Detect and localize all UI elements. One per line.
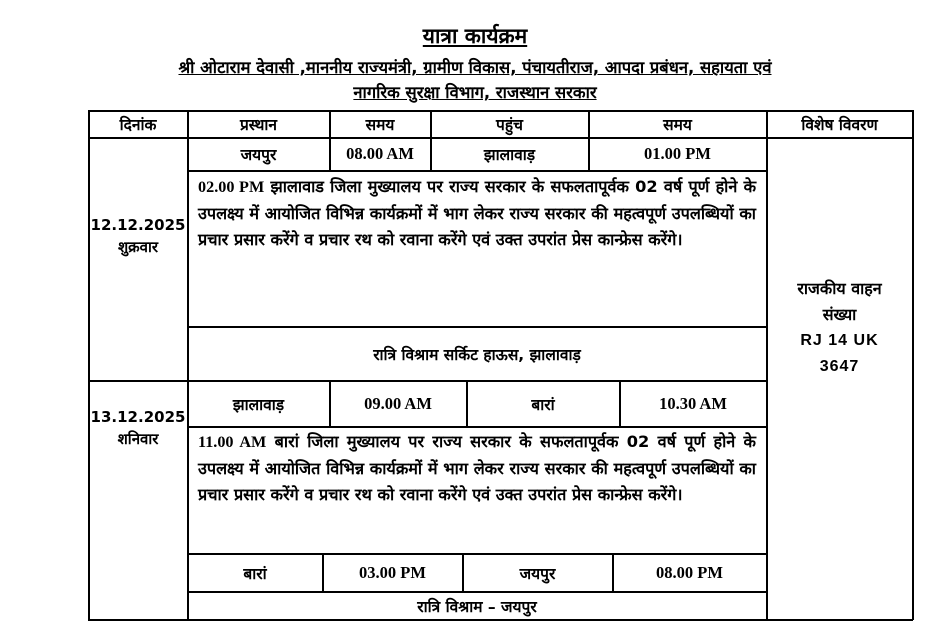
day2-event [198,429,756,509]
day1-event [198,174,756,254]
day2-return-arrive-time: 08.00 PM [656,562,723,582]
day1-night-stay: रात्रि विश्राम सर्किट हाऊस, झालावाड़ [373,345,581,364]
day2-date-cell [89,406,187,450]
header-departure: प्रस्थान [239,116,278,134]
day2-return-from: बारां [243,564,267,583]
header-special-details: विशेष विवरण [801,116,878,134]
day2-weekday: शनिवार [117,430,159,448]
header-time-1: समय [365,116,395,134]
vehicle-label: राजकीय वाहन [797,279,882,298]
day2-return-to: जयपुर [519,564,556,583]
day1-date: 12.12.2025 [90,216,186,234]
header-arrival: पहुंच [496,116,523,134]
day2-from: झालावाड़ [232,395,285,414]
header-date: दिनांक [119,116,157,134]
day2-arrive-time: 10.30 AM [659,393,727,413]
day2-date: 13.12.2025 [90,408,186,426]
day1-event-text: झालावाड जिला मुख्यालय पर राज्य सरकार के सफलतापूर्वक 02 वर्ष पूर्ण होने के उपलक्ष्य में आयोजित विभिन्न कार्यक्रमों में भाग लेकर राज्य सरकार की महत्वपूर्ण उपलब्धियों का प्रचार प्रसार करेंगे व प्रचार रथ को रवाना करेंगे एवं उक्त उपरांत प्रेस कान्फ्रेस करेंगे। [198,177,757,249]
day1-date-cell [89,214,187,258]
subtitle-line-2: नागरिक सुरक्षा विभाग, राजस्थान सरकार [353,83,597,102]
day1-event-time: 02.00 PM [198,178,265,196]
day2-return-depart-time: 03.00 PM [359,562,426,582]
vehicle-registration-number: 3647 [819,358,860,375]
day2-to: बारां [531,395,555,414]
vehicle-details [767,276,912,380]
subtitle-line-1: श्री ओटाराम देवासी ,माननीय राज्यमंत्री, ग्रामीण विकास, पंचायतीराज, आपदा प्रबंधन, सहायता एवं [178,58,772,77]
day1-arrive-time: 01.00 PM [644,144,711,163]
day2-night-stay: रात्रि विश्राम – जयपुर [417,597,537,616]
vehicle-label-number: संख्या [822,305,857,324]
day1-weekday: शुक्रवार [117,238,159,256]
vehicle-registration: RJ 14 UK [800,332,879,349]
day2-event-time: 11.00 AM [198,433,267,451]
day1-from: जयपुर [240,146,277,164]
day1-to: झालावाड़ [483,146,536,164]
day2-event-text: बारां जिला मुख्यालय पर राज्य सरकार के सफलतापूर्वक 02 वर्ष पूर्ण होने के उपलक्ष्य में आयोजित विभिन्न कार्यक्रमों में भाग लेकर राज्य सरकार की महत्वपूर्ण उपलब्धियों का प्रचार प्रसार करेंगे व प्रचार रथ को रवाना करेंगे एवं उक्त उपरांत प्रेस कान्फ्रेस करेंगे। [198,432,756,504]
day2-depart-time: 09.00 AM [364,393,432,413]
header-time-2: समय [663,116,692,134]
page-title: यात्रा कार्यक्रम [422,24,528,48]
day1-depart-time: 08.00 AM [346,144,414,163]
